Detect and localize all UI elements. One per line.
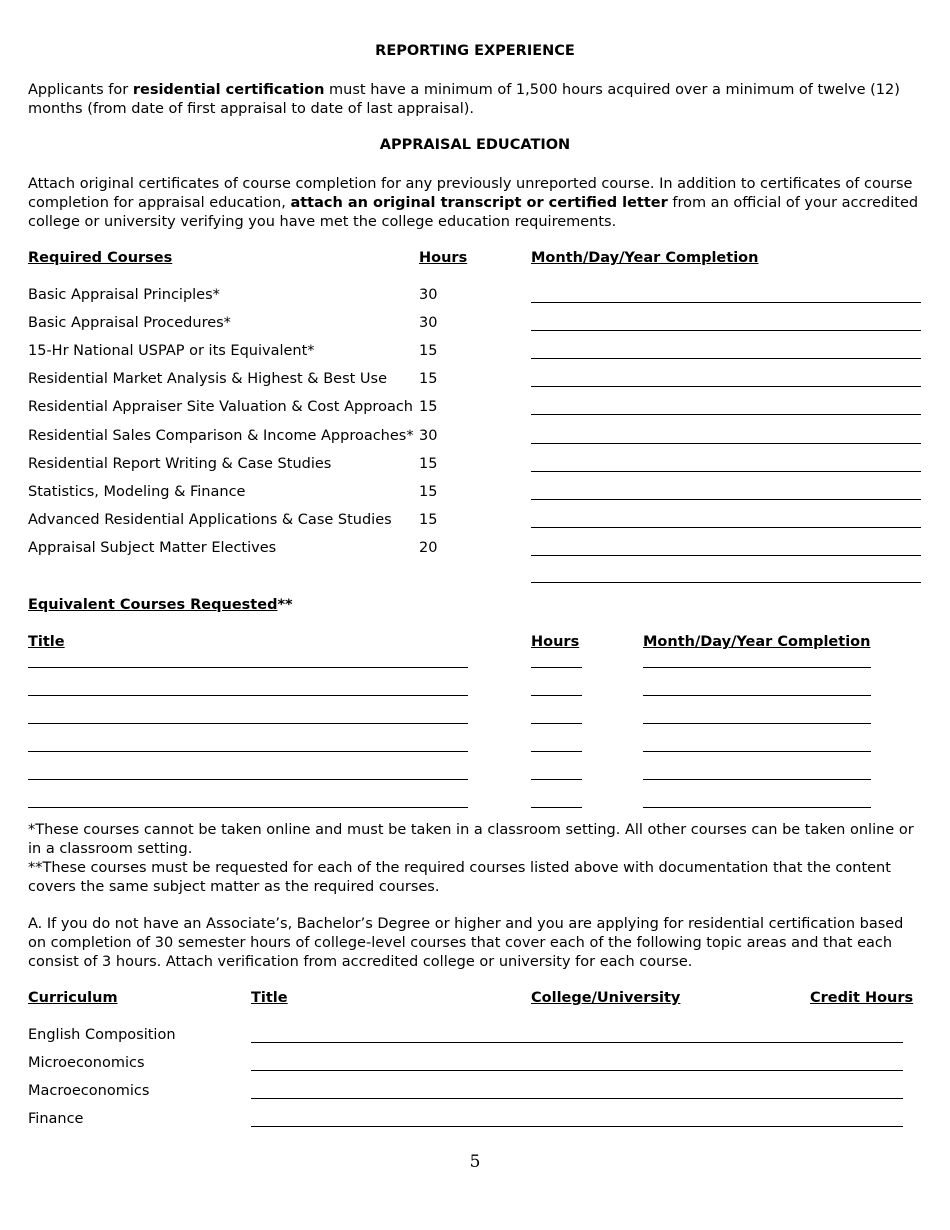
required-course-name: Advanced Residential Applications & Case Studies	[28, 511, 392, 528]
section-a-paragraph: A. If you do not have an Associate’s, Bachelor’s Degree or higher and you are applying for residential certification based on completion of 30 semester hours of college-level courses that cover each of the following topic areas and that each consist of 3 hours. Attach verification from accredited college or university for each course.	[28, 916, 904, 970]
equivalent-hours-line[interactable]	[531, 751, 582, 752]
curriculum-header: Curriculum	[28, 990, 118, 1006]
equivalent-title-line[interactable]	[28, 751, 468, 752]
required-course-hours: 20	[419, 539, 438, 556]
curriculum-topic: English Composition	[28, 1027, 176, 1043]
curriculum-title-header: Title	[251, 990, 288, 1006]
curriculum-entry-line[interactable]	[251, 1126, 903, 1127]
curriculum-entry-line[interactable]	[251, 1042, 903, 1043]
curriculum-topic: Microeconomics	[28, 1055, 145, 1072]
curriculum-topic: Finance	[28, 1111, 84, 1128]
required-course-hours: 30	[419, 427, 438, 444]
equivalent-title-line[interactable]	[28, 723, 468, 724]
note-equivalent: **These courses must be requested for each of the required courses listed above with documentation that the content covers the same subject matter as the required courses.	[28, 860, 891, 895]
note-classroom: *These courses cannot be taken online and must be taken in a classroom setting. All other courses can be taken online or in a classroom setting.	[28, 822, 914, 857]
reporting-experience-paragraph: Applicants for residential certification must have a minimum of 1,500 hours acquired over a minimum of twelve (12) months (from date of first appraisal to date of last appraisal).	[28, 82, 900, 117]
required-course-hours: 15	[419, 399, 438, 416]
equivalent-date-line[interactable]	[643, 779, 871, 780]
completion-date-line[interactable]	[531, 443, 921, 444]
completion-date-line[interactable]	[531, 414, 921, 415]
required-hours-header: Hours	[419, 250, 468, 266]
page-number: 5	[469, 1152, 481, 1172]
completion-date-line[interactable]	[531, 555, 921, 556]
required-course-name: Residential Market Analysis & Highest & Best Use	[28, 371, 388, 388]
completion-date-line[interactable]	[531, 471, 921, 472]
equivalent-courses-heading: Equivalent Courses Requested**	[28, 597, 293, 613]
equivalent-hours-line[interactable]	[531, 807, 582, 808]
equivalent-title-line[interactable]	[28, 779, 468, 780]
completion-date-line[interactable]	[531, 358, 921, 359]
required-completion-header: Month/Day/Year Completion	[531, 250, 759, 266]
equivalent-completion-header: Month/Day/Year Completion	[643, 634, 871, 650]
equivalent-title-line[interactable]	[28, 807, 468, 808]
equivalent-hours-line[interactable]	[531, 779, 582, 780]
required-course-hours: 15	[419, 371, 438, 388]
appraisal-education-paragraph: Attach original certificates of course completion for any previously unreported course. In addition to certificates of course completion for appraisal education, attach an original transcript or certified letter from an official of your accredited college or university verifying you have met the college education requirements.	[28, 176, 919, 230]
completion-date-line[interactable]	[531, 527, 921, 528]
curriculum-entry-line[interactable]	[251, 1098, 903, 1099]
required-course-hours: 15	[419, 483, 438, 500]
equivalent-date-line[interactable]	[643, 695, 871, 696]
required-courses-header: Required Courses	[28, 250, 173, 266]
equivalent-date-line[interactable]	[643, 807, 871, 808]
required-course-name: Basic Appraisal Principles*	[28, 287, 220, 303]
extra-completion-line[interactable]	[531, 582, 921, 583]
required-course-hours: 15	[419, 455, 438, 472]
required-course-hours: 30	[419, 315, 438, 332]
equivalent-title-line[interactable]	[28, 667, 468, 668]
equivalent-title-line[interactable]	[28, 695, 468, 696]
completion-date-line[interactable]	[531, 499, 921, 500]
equivalent-hours-header: Hours	[531, 634, 580, 650]
required-course-name: Statistics, Modeling & Finance	[28, 483, 246, 500]
required-course-hours: 30	[419, 287, 438, 303]
equivalent-hours-line[interactable]	[531, 723, 582, 724]
required-course-hours: 15	[419, 511, 438, 528]
equivalent-date-line[interactable]	[643, 751, 871, 752]
required-course-name: Residential Report Writing & Case Studies	[28, 455, 332, 472]
required-course-name: Appraisal Subject Matter Electives	[28, 539, 277, 556]
required-course-name: Residential Appraiser Site Valuation & Cost Approach	[28, 399, 413, 416]
curriculum-college-header: College/University	[531, 990, 681, 1006]
required-course-hours: 15	[419, 343, 438, 360]
completion-date-line[interactable]	[531, 386, 921, 387]
curriculum-credit-header: Credit Hours	[810, 990, 914, 1006]
equivalent-hours-line[interactable]	[531, 695, 582, 696]
curriculum-entry-line[interactable]	[251, 1070, 903, 1071]
curriculum-topic: Macroeconomics	[28, 1083, 150, 1100]
completion-date-line[interactable]	[531, 330, 921, 331]
equivalent-date-line[interactable]	[643, 723, 871, 724]
equivalent-title-header: Title	[28, 634, 65, 650]
required-course-name: 15-Hr National USPAP or its Equivalent*	[28, 343, 315, 360]
reporting-experience-heading: REPORTING EXPERIENCE	[375, 43, 575, 59]
required-course-name: Basic Appraisal Procedures*	[28, 315, 231, 332]
appraisal-education-heading: APPRAISAL EDUCATION	[379, 137, 571, 153]
equivalent-hours-line[interactable]	[531, 667, 582, 668]
completion-date-line[interactable]	[531, 302, 921, 303]
required-course-name: Residential Sales Comparison & Income Approaches*	[28, 427, 414, 444]
equivalent-date-line[interactable]	[643, 667, 871, 668]
